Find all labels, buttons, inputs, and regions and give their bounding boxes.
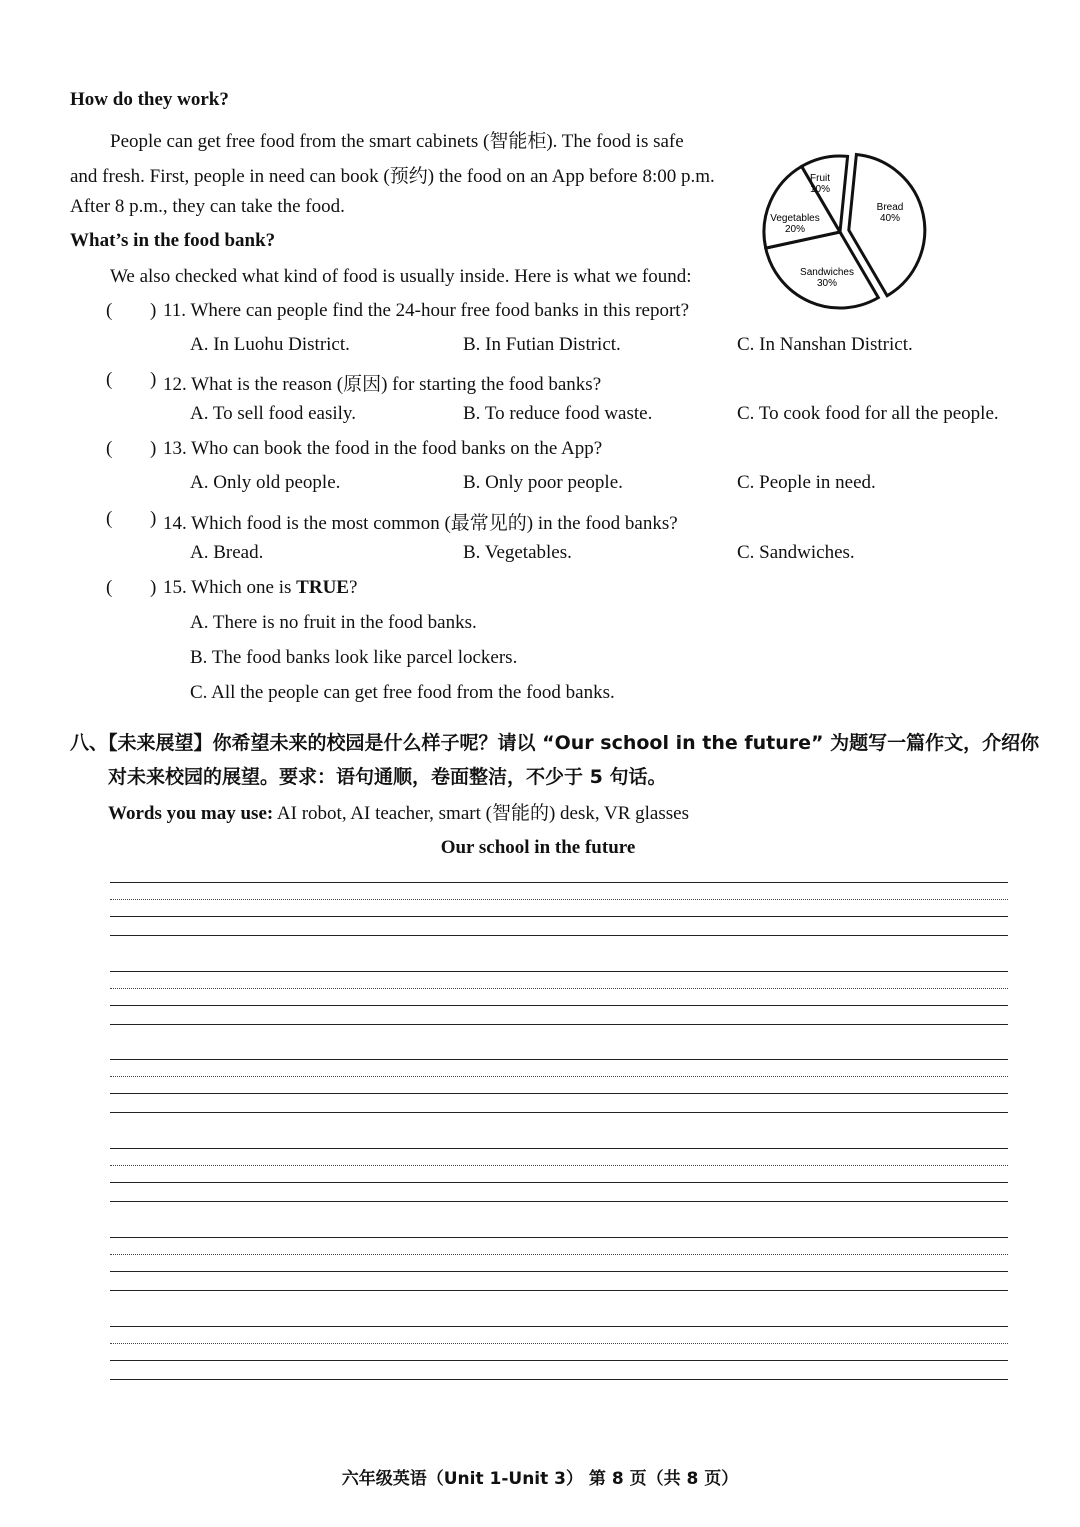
composition-title: Our school in the future [440,837,636,858]
answer-option: A. Only old people. [190,472,341,493]
pie-value-sandwiches: 30% [816,278,838,289]
answer-option: A. There is no fruit in the food banks. [190,612,477,633]
paragraph-line: We also checked what kind of food is usually inside. Here is what we found: [110,266,692,287]
answer-blank-open: ( [106,438,113,459]
writing-line [110,971,1008,972]
writing-line [110,882,1008,883]
answer-option: C. People in need. [737,472,876,493]
question-stem: 14. Which food is the most common (最常见的) in the food banks? [163,513,678,534]
answer-option: A. In Luohu District. [190,334,350,355]
answer-option: C. To cook food for all the people. [737,403,999,424]
dotted-guide-line [110,1076,1008,1077]
answer-blank[interactable] [118,371,148,393]
writing-line [110,1182,1008,1183]
pie-label-vegetables: Vegetables [770,213,820,224]
food-pie-chart [755,145,940,315]
answer-blank-close: ) [150,438,157,459]
words-list: AI robot, AI teacher, smart (智能的) desk, VR glasses [273,803,689,824]
writing-instruction-line1: 八、【未来展望】你希望未来的校园是什么样子呢？请以 “Our school in the future” 为题写一篇作文，介绍你 [70,732,1040,754]
writing-line [110,1148,1008,1149]
writing-line [110,1360,1008,1361]
answer-option: C. In Nanshan District. [737,334,913,355]
answer-option: B. In Futian District. [463,334,621,355]
pie-value-bread: 40% [879,213,901,224]
stem-text: ? [348,577,358,598]
answer-blank-open: ( [106,300,113,321]
answer-option: A. To sell food easily. [190,403,356,424]
pie-value-vegetables: 20% [784,224,806,235]
writing-line [110,1271,1008,1272]
writing-line [110,1112,1008,1113]
pie-label-sandwiches: Sandwiches [800,267,854,278]
writing-line [110,1059,1008,1060]
words-label: Words you may use: [108,803,274,824]
dotted-guide-line [110,899,1008,900]
answer-blank-close: ) [150,577,157,598]
paragraph-line: and fresh. First, people in need can book (预约) the food on an App before 8:00 p.m. [70,166,715,187]
pie-label-bread: Bread [876,202,904,213]
stem-emphasis: TRUE [296,577,349,598]
stem-text: 15. Which one is [163,577,297,598]
writing-line [110,935,1008,936]
answer-blank[interactable] [118,440,148,462]
answer-blank-close: ) [150,508,157,529]
writing-instruction-line2: 对未来校园的展望。要求：语句通顺，卷面整洁，不少于 5 句话。 [108,766,667,788]
writing-line [110,1379,1008,1380]
answer-blank[interactable] [118,579,148,601]
writing-line [110,1201,1008,1202]
answer-option: A. Bread. [190,542,264,563]
answer-blank-open: ( [106,577,113,598]
answer-blank-open: ( [106,369,113,390]
writing-line [110,1005,1008,1006]
pie-label-fruit: Fruit [810,173,830,184]
answer-option: B. Only poor people. [463,472,623,493]
dotted-guide-line [110,1254,1008,1255]
question-stem: 12. What is the reason (原因) for starting the food banks? [163,374,602,395]
answer-option: C. Sandwiches. [737,542,855,563]
writing-line [110,1326,1008,1327]
answer-blank[interactable] [118,302,148,324]
heading-how-they-work: How do they work? [70,89,229,110]
words-you-may-use [108,798,689,825]
writing-line [110,1093,1008,1094]
writing-line [110,1024,1008,1025]
question-stem: 13. Who can book the food in the food banks on the App? [163,438,603,459]
pie-value-fruit: 10% [809,184,831,195]
heading-whats-inside: What’s in the food bank? [70,230,276,251]
answer-option: B. Vegetables. [463,542,572,563]
answer-blank-close: ) [150,369,157,390]
dotted-guide-line [110,988,1008,989]
answer-option: B. The food banks look like parcel lockers. [190,647,518,668]
question-stem: 11. Where can people find the 24-hour free food banks in this report? [163,300,690,321]
page-footer: 六年级英语（Unit 1-Unit 3） 第 8 页（共 8 页） [341,1469,739,1489]
question-stem [163,577,357,599]
writing-line [110,916,1008,917]
answer-option: C. All the people can get free food from the food banks. [190,682,615,703]
dotted-guide-line [110,1165,1008,1166]
writing-line [110,1290,1008,1291]
paragraph-line: After 8 p.m., they can take the food. [70,196,345,217]
writing-line [110,1237,1008,1238]
dotted-guide-line [110,1343,1008,1344]
answer-blank[interactable] [118,510,148,532]
answer-blank-close: ) [150,300,157,321]
answer-option: B. To reduce food waste. [463,403,653,424]
answer-blank-open: ( [106,508,113,529]
paragraph-line: People can get free food from the smart cabinets (智能柜). The food is safe [110,131,684,152]
